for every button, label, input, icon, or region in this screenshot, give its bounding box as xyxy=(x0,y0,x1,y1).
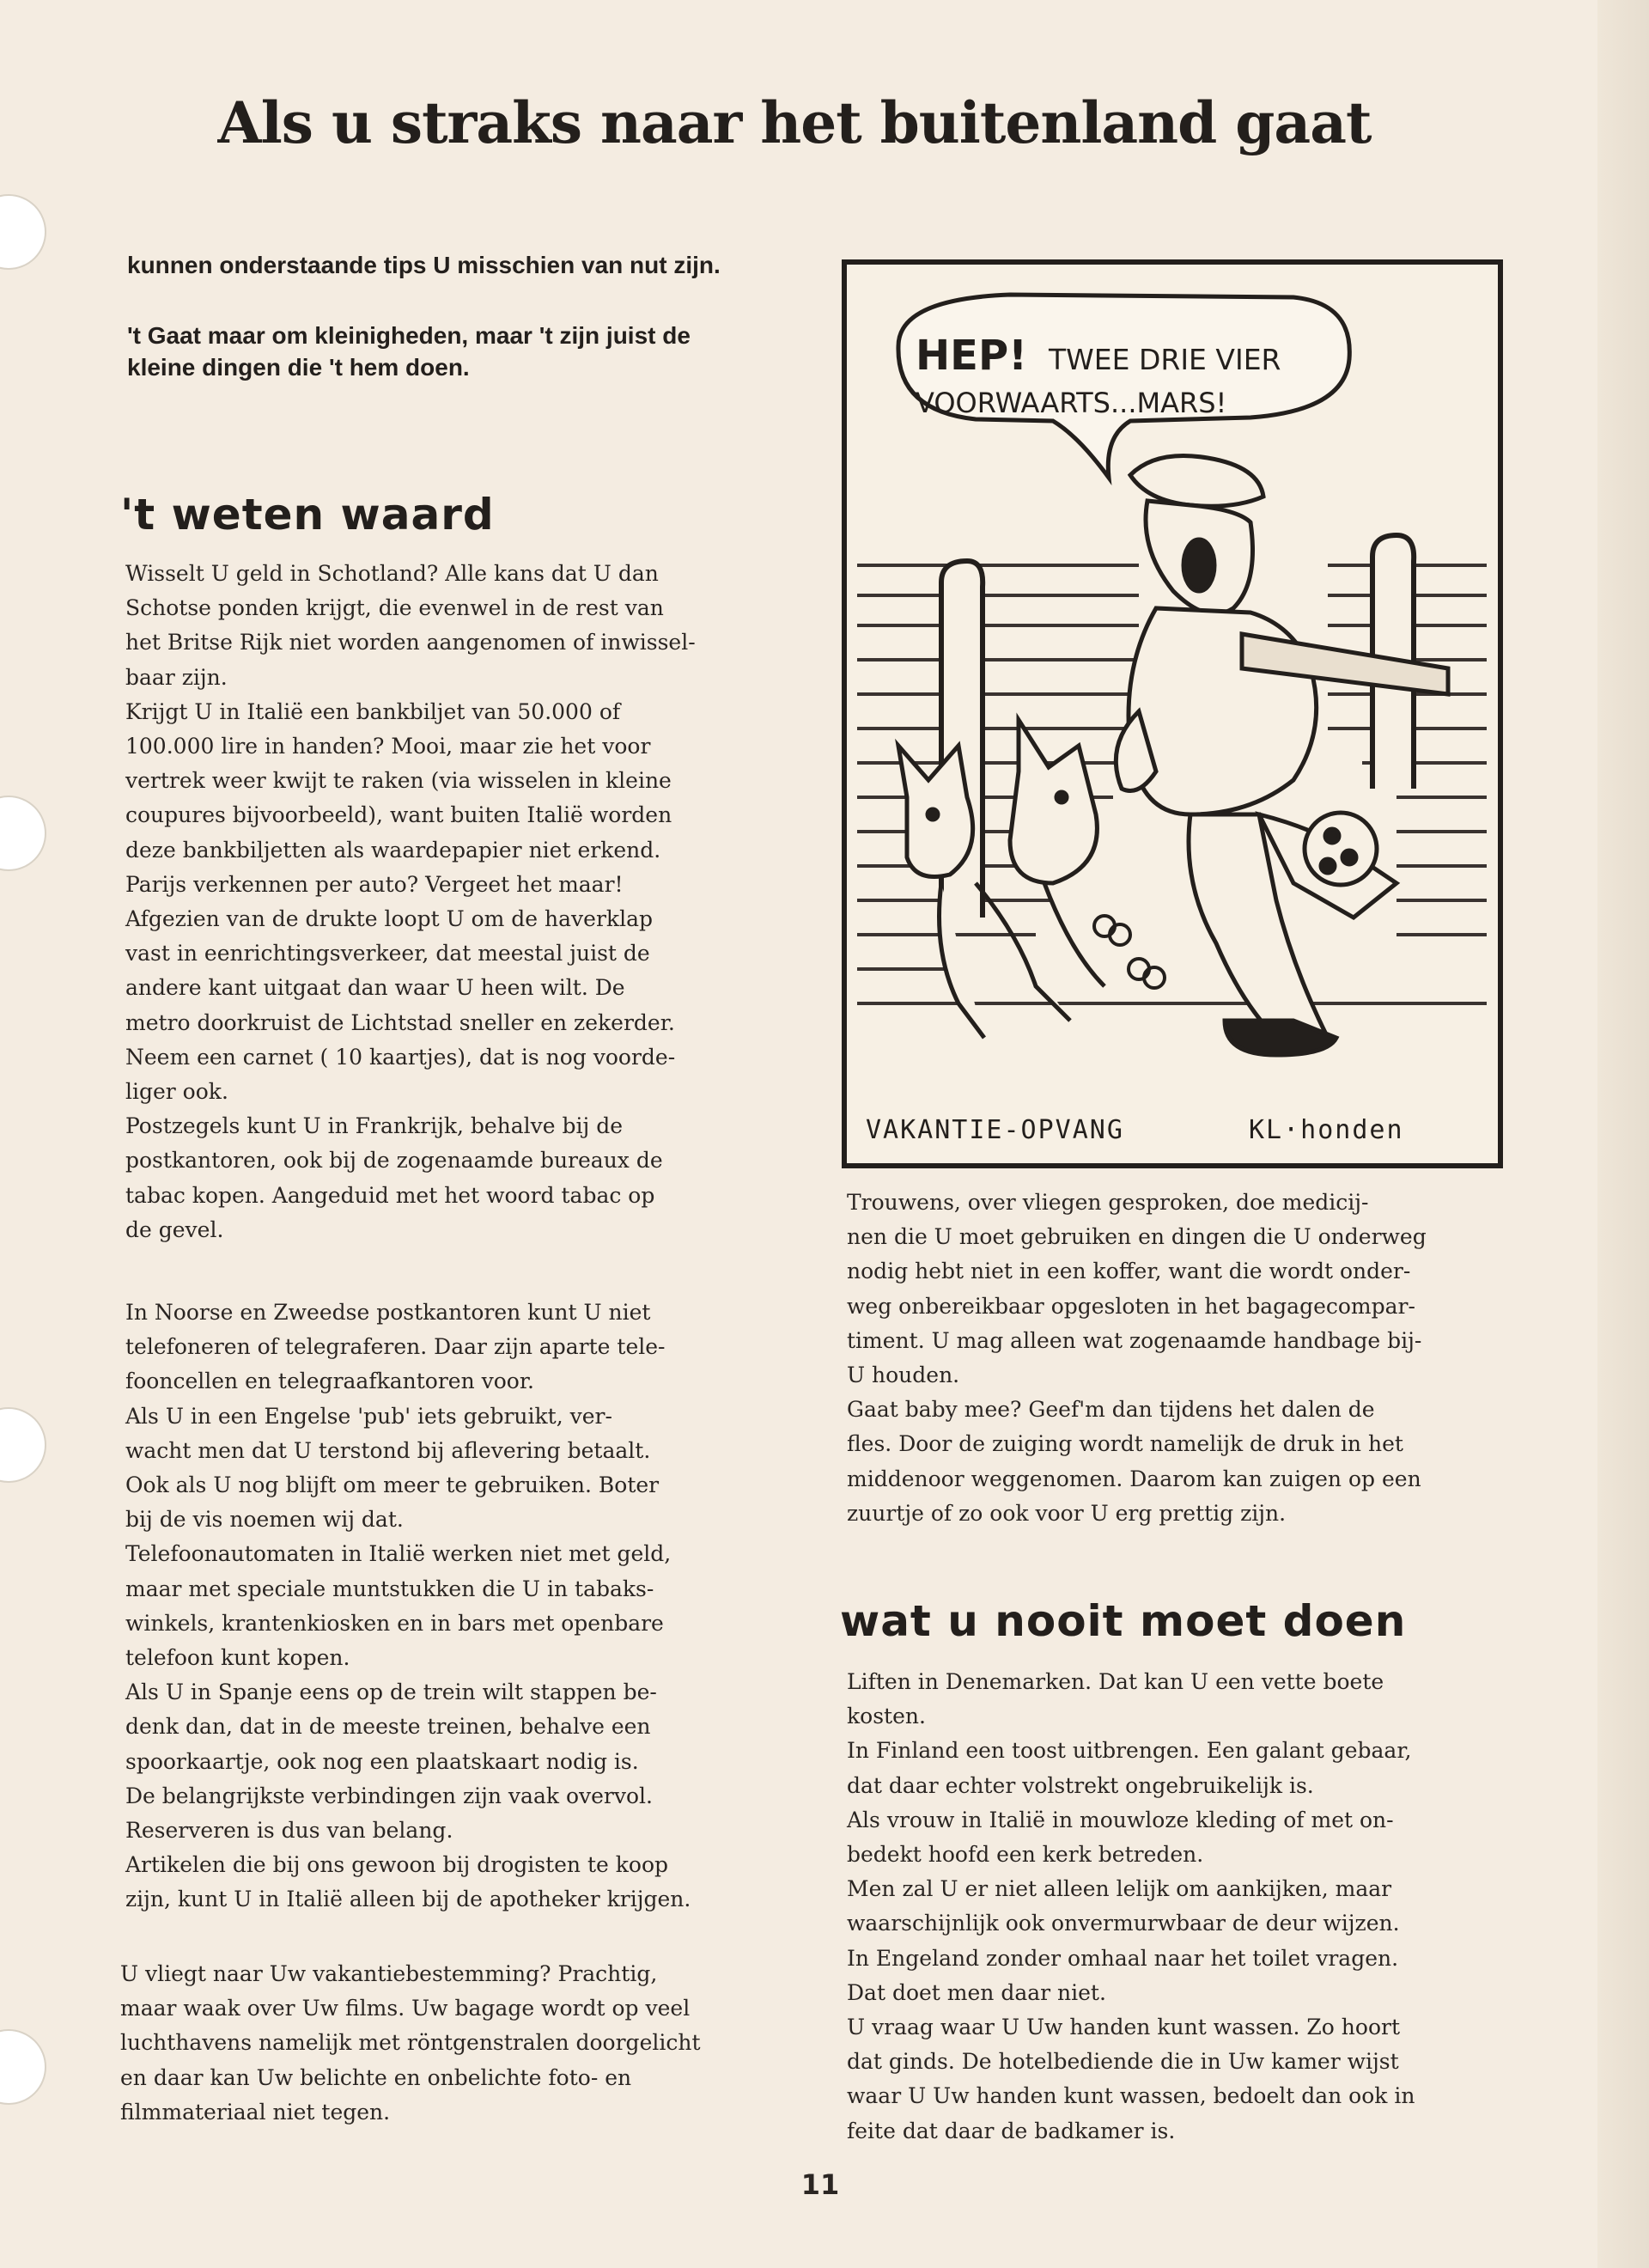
text-line: 100.000 lire in handen? Mooi, maar zie het voor xyxy=(125,734,651,759)
text-line: baar zijn. xyxy=(125,664,228,690)
text-line: bedekt hoofd een kerk betreden. xyxy=(847,1842,1204,1868)
text-line: Schotse ponden krijgt, die evenwel in de rest van xyxy=(125,595,664,621)
speech-forward-march: VOORWAARTS...MARS! xyxy=(916,387,1227,419)
intro-line-2: 't Gaat maar om kleinigheden, maar 't zijn juist de kleine dingen die 't hem doen. xyxy=(127,322,691,381)
cartoon-caption-right: KL·honden xyxy=(1249,1115,1404,1145)
text-line: wacht men dat U terstond bij aflevering betaalt. xyxy=(125,1437,651,1463)
text-line: Wisselt U geld in Schotland? Alle kans dat U dan xyxy=(125,561,659,586)
text-line: Trouwens, over vliegen gesproken, doe medicij- xyxy=(847,1190,1369,1215)
text-line: Artikelen die bij ons gewoon bij drogisten te koop xyxy=(125,1852,669,1878)
text-line: kosten. xyxy=(847,1704,926,1729)
text-line: Als U in Spanje eens op de trein wilt stappen be- xyxy=(125,1680,657,1705)
text-line: maar met speciale muntstukken die U in tabaks- xyxy=(125,1576,654,1601)
text-line: dat daar echter volstrekt ongebruikelijk is. xyxy=(847,1772,1314,1798)
speech-hep: HEP! xyxy=(916,332,1028,380)
punch-hole-icon xyxy=(0,194,46,270)
text-line: U houden. xyxy=(847,1363,960,1388)
intro-line-1: kunnen onderstaande tips U misschien van nut zijn. xyxy=(127,252,721,278)
page-number: 11 xyxy=(800,2168,840,2201)
text-line: U vliegt naar Uw vakantiebestemming? Prachtig, xyxy=(120,1961,658,1986)
left-column-block-1 xyxy=(125,557,778,1247)
text-line: dat ginds. De hotelbediende die in Uw kamer wijst xyxy=(847,2049,1399,2075)
text-line: Als vrouw in Italië in mouwloze kleding of met on- xyxy=(847,1807,1394,1832)
punch-hole-icon xyxy=(0,1407,46,1483)
text-line: nodig hebt niet in een koffer, want die wordt onder- xyxy=(847,1259,1411,1284)
punch-hole-icon xyxy=(0,2029,46,2105)
text-line: fooncellen en telegraafkantoren voor. xyxy=(125,1369,535,1394)
text-line: het Britse Rijk niet worden aangenomen of inwissel- xyxy=(125,630,696,655)
text-line: waarschijnlijk ook onvermurwbaar de deur wijzen. xyxy=(847,1911,1400,1936)
text-line: nen die U moet gebruiken en dingen die U onderweg xyxy=(847,1224,1427,1250)
text-line: middenoor weggenomen. Daarom kan zuigen op een xyxy=(847,1466,1421,1491)
text-line: weg onbereikbaar opgesloten in het bagagecompar- xyxy=(847,1293,1415,1319)
left-column-block-3 xyxy=(120,1957,790,2130)
text-line: maar waak over Uw films. Uw bagage wordt op veel xyxy=(120,1996,691,2021)
text-line: In Finland een toost uitbrengen. Een galant gebaar, xyxy=(847,1738,1412,1764)
text-line: andere kant uitgaat dan waar U heen wilt. De xyxy=(125,975,625,1001)
text-line: U vraag waar U Uw handen kunt wassen. Zo hoort xyxy=(847,2015,1401,2040)
text-line: Postzegels kunt U in Frankrijk, behalve bij de xyxy=(125,1113,624,1139)
text-line: telefoneren of telegraferen. Daar zijn aparte tele- xyxy=(125,1334,666,1360)
text-line: Krijgt U in Italië een bankbiljet van 50.000 of xyxy=(125,698,621,724)
text-line: timent. U mag alleen wat zogenaamde handbage bij- xyxy=(847,1327,1422,1353)
text-line: zijn, kunt U in Italië alleen bij de apotheker krijgen. xyxy=(125,1887,691,1912)
text-line: winkels, krantenkiosken en in bars met openbare xyxy=(125,1610,664,1636)
text-line: Parijs verkennen per auto? Vergeet het maar! xyxy=(125,871,624,897)
section-heading-nooit-doen: wat u nooit moet doen xyxy=(840,1596,1407,1646)
text-line: postkantoren, ook bij de zogenaamde bureaux de xyxy=(125,1148,663,1174)
text-line: feite dat daar de badkamer is. xyxy=(847,2118,1176,2143)
text-line: Men zal U er niet alleen lelijk om aankijken, maar xyxy=(847,1876,1392,1902)
cartoon-drawing xyxy=(847,265,1498,1163)
text-line: De belangrijkste verbindingen zijn vaak overvol. xyxy=(125,1783,654,1808)
punch-hole-icon xyxy=(0,796,46,871)
text-line: tabac kopen. Aangeduid met het woord tabac op xyxy=(125,1182,655,1208)
page-title: Als u straks naar het buitenland gaat xyxy=(217,89,1372,156)
page-edge-shadow xyxy=(1597,0,1649,2268)
text-line: bij de vis noemen wij dat. xyxy=(125,1507,404,1533)
text-line: Neem een carnet ( 10 kaartjes), dat is nog voorde- xyxy=(125,1044,676,1070)
text-line: vast in eenrichtingsverkeer, dat meestal juist de xyxy=(125,941,650,966)
text-line: fles. Door de zuiging wordt namelijk de druk in het xyxy=(847,1431,1403,1457)
text-line: de gevel. xyxy=(125,1216,224,1242)
text-line: Als U in een Engelse 'pub' iets gebruikt, ver- xyxy=(125,1403,612,1429)
text-line: Afgezien van de drukte loopt U om de haverklap xyxy=(125,906,653,932)
right-column-never-do xyxy=(847,1665,1500,2149)
left-column-block-2 xyxy=(125,1296,778,1917)
section-heading-weten-waard: 't weten waard xyxy=(120,490,495,540)
dogs-drawing xyxy=(898,720,1104,1038)
text-line: waar U Uw handen kunt wassen, bedoelt dan ook in xyxy=(847,2083,1415,2109)
cartoon-illustration xyxy=(842,259,1503,1168)
text-line: Gaat baby mee? Geef'm dan tijdens het dalen de xyxy=(847,1397,1375,1423)
text-line: luchthavens namelijk met röntgenstralen doorgelicht xyxy=(120,2030,701,2056)
cartoon-caption-left: VAKANTIE-OPVANG xyxy=(866,1115,1124,1145)
text-line: Reserveren is dus van belang. xyxy=(125,1818,453,1844)
dust-puffs xyxy=(1094,916,1165,988)
text-line: Dat doet men daar niet. xyxy=(847,1979,1106,2005)
text-line: metro doorkruist de Lichtstad sneller en zekerder. xyxy=(125,1009,675,1035)
text-line: filmmateriaal niet tegen. xyxy=(120,2099,391,2125)
right-column-text xyxy=(847,1186,1500,1531)
text-line: liger ook. xyxy=(125,1079,228,1105)
text-line: deze bankbiljetten als waardepapier niet erkend. xyxy=(125,837,661,863)
text-line: zuurtje of zo ook voor U erg prettig zijn. xyxy=(847,1500,1287,1526)
text-line: Ook als U nog blijft om meer te gebruiken. Boter xyxy=(125,1472,660,1498)
text-line: In Noorse en Zweedse postkantoren kunt U niet xyxy=(125,1300,651,1325)
speech-counting: TWEE DRIE VIER xyxy=(1049,343,1281,376)
text-line: Liften in Denemarken. Dat kan U een vette boete xyxy=(847,1669,1384,1694)
text-line: Telefoonautomaten in Italië werken niet met geld, xyxy=(125,1541,672,1567)
text-line: vertrek weer kwijt te raken (via wisselen in kleine xyxy=(125,768,672,794)
text-line: spoorkaartje, ook nog een plaatskaart nodig is. xyxy=(125,1748,639,1774)
text-line: telefoon kunt kopen. xyxy=(125,1645,350,1671)
text-line: denk dan, dat in de meeste treinen, behalve een xyxy=(125,1714,651,1740)
text-line: coupures bijvoorbeeld), want buiten Italië worden xyxy=(125,802,672,828)
text-line: en daar kan Uw belichte en onbelichte foto- en xyxy=(120,2064,632,2090)
text-line: In Engeland zonder omhaal naar het toilet vragen. xyxy=(847,1945,1399,1971)
